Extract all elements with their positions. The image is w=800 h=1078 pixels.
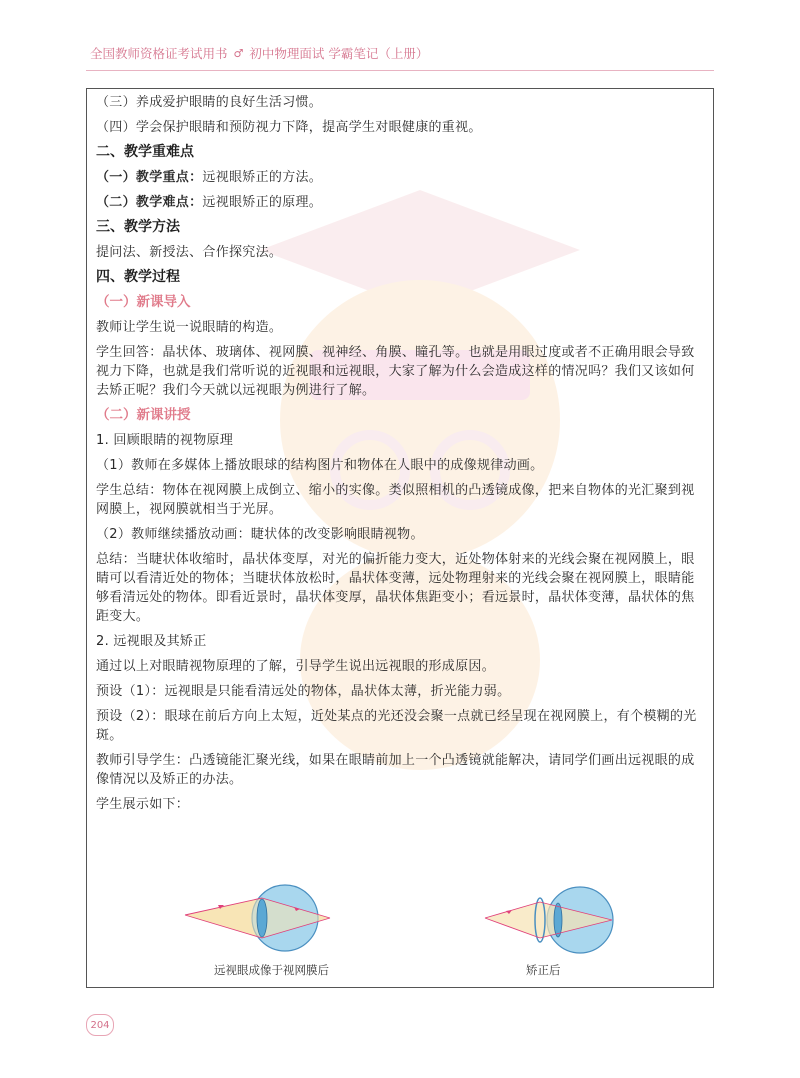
- section-heading: 四、教学过程: [96, 269, 180, 285]
- difficult-point-label: （二）教学难点：: [96, 195, 203, 210]
- difficult-point-text: 远视眼矫正的原理。: [202, 195, 323, 210]
- paragraph: 2. 远视眼及其矫正: [96, 634, 207, 649]
- document-body: [96, 93, 706, 820]
- paragraph: 通过以上对眼睛视物原理的了解，引导学生说出远视眼的形成原因。: [96, 659, 496, 674]
- paragraph: 总结：当睫状体收缩时，晶状体变厚，对光的偏折能力变大，近处物体射来的光线会聚在视网膜上，眼睛可以看清近处的物体；当睫状体放松时，晶状体变薄，远处物理射来的光线会聚在视网膜上，眼睛能够看清远处的物体。即看近景时，晶状体变厚，晶状体焦距变小；看远景时，晶状体变薄，晶状体的焦距变大。: [96, 552, 695, 624]
- paragraph: （2）教师继续播放动画：睫状体的改变影响眼睛视物。: [96, 527, 424, 542]
- key-point-text: 远视眼矫正的方法。: [202, 170, 323, 185]
- paragraph: 预设（2）：眼球在前后方向上太短，近处某点的光还没会聚一点就已经呈现在视网膜上，有个模糊的光斑。: [96, 709, 697, 743]
- header-divider: [86, 70, 714, 71]
- paragraph: 教师让学生说一说眼睛的构造。: [96, 320, 283, 335]
- paragraph: 预设（1）：远视眼是只能看清远处的物体，晶状体太薄，折光能力弱。: [96, 684, 511, 699]
- key-point-line: [96, 168, 706, 187]
- right-figure-caption: 矫正后: [526, 963, 561, 977]
- header-separator-icon: ♂: [233, 46, 244, 60]
- section-heading: 三、教学方法: [96, 219, 180, 235]
- paragraph: （四）学会保护眼睛和预防视力下降，提高学生对眼健康的重视。: [96, 120, 482, 135]
- hyperopia-eye-diagram: [180, 880, 350, 960]
- paragraph: （1）教师在多媒体上播放眼球的结构图片和物体在人眼中的成像规律动画。: [96, 458, 544, 473]
- corrected-eye-diagram: [480, 880, 630, 960]
- key-point-label: （一）教学重点：: [96, 170, 203, 185]
- running-header: [90, 38, 730, 68]
- paragraph: 教师引导学生：凸透镜能汇聚光线，如果在眼睛前加上一个凸透镜就能解决，请同学们画出远视眼的成像情况以及矫正的办法。: [96, 753, 695, 787]
- header-book-title: 初中物理面试 学霸笔记（上册）: [249, 46, 429, 61]
- subsection-heading: （一）新课导入: [96, 294, 191, 310]
- difficult-point-line: [96, 193, 706, 212]
- paragraph: 学生展示如下：: [96, 797, 190, 812]
- paragraph: 1. 回顾眼睛的视物原理: [96, 433, 234, 448]
- paragraph: 学生总结：物体在视网膜上成倒立、缩小的实像。类似照相机的凸透镜成像，把来自物体的光汇聚到视网膜上，视网膜就相当于光屏。: [96, 483, 695, 517]
- subsection-heading: （二）新课讲授: [96, 407, 191, 423]
- header-series: 全国教师资格证考试用书: [90, 46, 228, 61]
- left-figure-caption: 远视眼成像于视网膜后: [214, 963, 329, 977]
- paragraph: 提问法、新授法、合作探究法。: [96, 245, 283, 260]
- paragraph: 学生回答：晶状体、玻璃体、视网膜、视神经、角膜、瞳孔等。也就是用眼过度或者不正确用眼会导致视力下降，也就是我们常听说的近视眼和远视眼，大家了解为什么会造成这样的情况吗？我们又该如何去矫正呢？我们今天就以远视眼为例进行了解。: [96, 345, 695, 398]
- page-number: 204: [86, 1014, 114, 1036]
- section-heading: 二、教学重难点: [96, 144, 194, 160]
- paragraph: （三）养成爱护眼睛的良好生活习惯。: [96, 95, 323, 110]
